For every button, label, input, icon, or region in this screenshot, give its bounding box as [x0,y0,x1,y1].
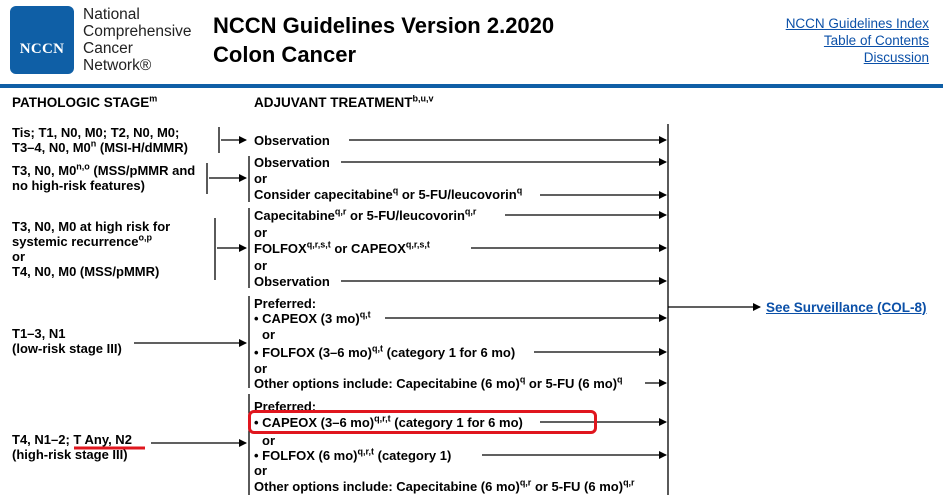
stage-row-1: Tis; T1, N0, M0; T2, N0, M0; T3–4, N0, M0$^n$ (MSI-H/dMMR) [12,125,188,155]
see-surveillance-link[interactable]: See Surveillance (COL-8) [766,300,927,315]
org-line-4: Network® [83,57,152,74]
treatment-folfox-6mo: • FOLFOX (6 mo)$^{q,r,t}$ (category 1) [254,446,452,463]
guideline-topic-title: Colon Cancer [213,42,357,67]
org-line-3: Cancer [83,40,133,57]
table-of-contents-link[interactable]: Table of Contents [823,33,929,48]
org-line-2: Comprehensive [83,23,192,40]
highlight-box-capeox [248,410,597,434]
or-label: or [254,258,267,273]
or-label: or [254,463,267,478]
guideline-version-title: NCCN Guidelines Version 2.2020 [213,13,555,38]
treatment-folfox-3-6mo: • FOLFOX (3–6 mo)$^{q,t}$ (category 1 for 6 mo) [254,343,516,360]
stage-row-2: T3, N0, M0$^{n,o}$ (MSS/pMMR and no high-risk features) [12,161,196,193]
treatment-other-options-low-risk: Other options include: Capecitabine (6 mo)$^q$ or 5-FU (6 mo)$^q$ [254,374,623,391]
treatment-capecitabine-option: Consider capecitabine$^q$ or 5-FU/leucovorin$^q$ [254,185,523,202]
treatment-observation-1: Observation [254,133,330,148]
discussion-link[interactable]: Discussion [863,50,929,65]
stage-row-3: T3, N0, M0 at high risk for systemic recurrence$^{o,p}$ or T4, N0, M0 (MSS/pMMR) [12,219,171,279]
logo-text: NCCN [19,41,65,57]
treatment-observation-3: Observation [254,274,330,289]
treatment-folfox-capeox: FOLFOX$^{q,r,s,t}$ or CAPEOX$^{q,r,s,t}$ [254,239,430,256]
preferred-label: Preferred: [254,399,317,414]
treatment-capecitabine-5fu: Capecitabine$^{q,r}$ or 5-FU/leucovorin$^{q,r}$ [254,206,477,223]
or-label: or [262,327,275,342]
treatment-capeox-3-6mo: • CAPEOX (3–6 mo)$^{q,r,t}$ (category 1 for 6 mo) [254,413,523,430]
adjuvant-treatment-heading: ADJUVANT TREATMENT$^{b,u,v}$ [254,93,434,110]
or-label: or [254,225,267,240]
preferred-label: Preferred: [254,296,317,311]
stage-row-5: T4, N1–2; T Any, N2 (high-risk stage III) [12,432,132,462]
guidelines-index-link[interactable]: NCCN Guidelines Index [785,16,929,31]
treatment-other-options-high-risk: Other options include: Capecitabine (6 mo)$^{q,r}$ or 5-FU (6 mo)$^{q,r}$ [254,477,635,494]
or-label: or [254,171,267,186]
stage-row-4: T1–3, N1 (low-risk stage III) [12,326,122,356]
or-label: or [254,361,267,376]
org-line-1: National [83,6,140,23]
treatment-observation-2: Observation [254,155,330,170]
pathologic-stage-heading: PATHOLOGIC STAGE$^m$ [12,93,158,110]
or-label: or [262,433,275,448]
treatment-capeox-3mo: • CAPEOX (3 mo)$^{q,t}$ [254,309,371,326]
